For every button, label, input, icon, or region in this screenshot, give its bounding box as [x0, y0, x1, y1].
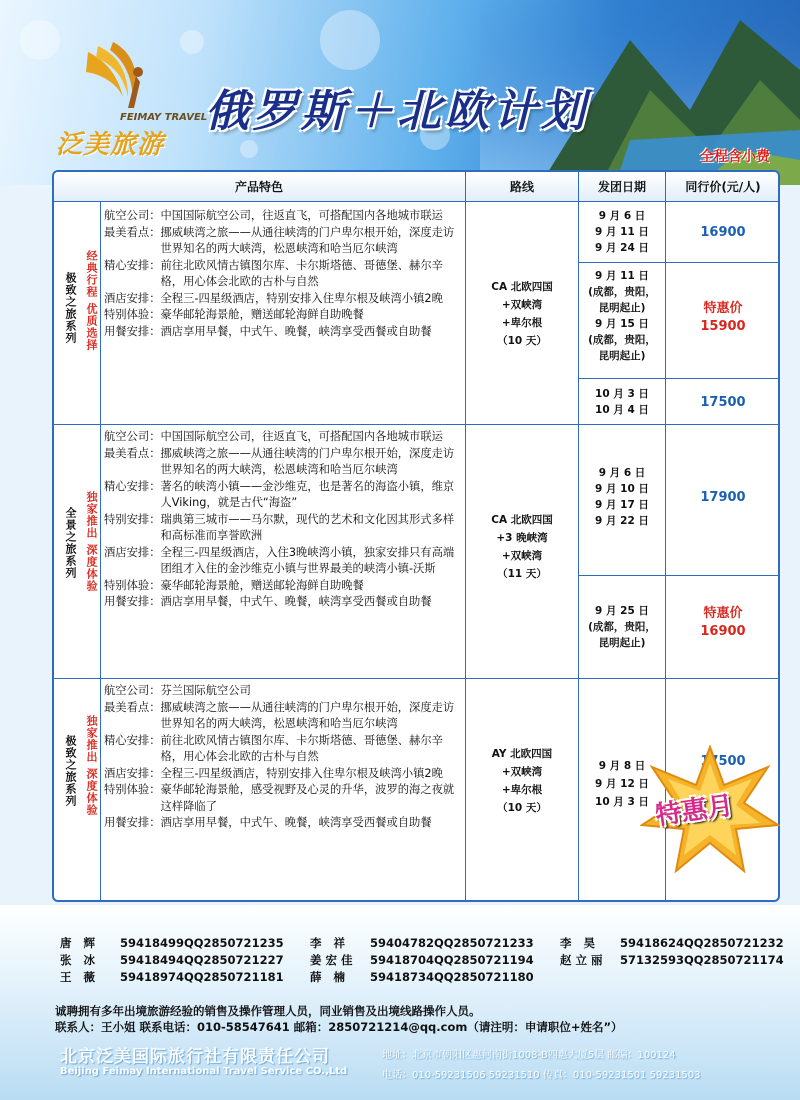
feature-item [104, 782, 464, 815]
feature-item [104, 594, 464, 611]
feature-label: 用餐安排： [104, 324, 161, 338]
logo-english-text: FEIMAY TRAVEL [120, 112, 208, 123]
date-line: 9 月 6 日 [598, 210, 646, 222]
feature-label: 航空公司： [104, 684, 161, 697]
departure-dates [579, 603, 665, 651]
recruitment-notice [55, 1003, 623, 1035]
contact-phone: 57132593 [620, 953, 685, 967]
feature-item [104, 479, 464, 512]
route-line: +双峡湾 [501, 550, 543, 562]
divider [100, 679, 101, 902]
recruitment-contact: 联系人：王小姐 联系电话：010-58547641 邮箱：2850721214@qq.com（请注明：申请职位+姓名”） [55, 1020, 623, 1034]
feature-list [104, 429, 464, 611]
feature-text: 豪华邮轮海景舱，赠送邮轮海鲜自助晚餐 [160, 578, 364, 592]
feature-item [104, 700, 464, 733]
date-line: 9 月 10 日 [595, 483, 649, 495]
feature-label: 酒店安排： [104, 545, 161, 559]
company-phone: 电话：010-59231506 59231510 传真：010-59231501 59231503 [382, 1070, 701, 1081]
date-line: (成都，贵阳， [588, 334, 656, 346]
feature-item [104, 307, 464, 324]
contact-phone: 59418494 [120, 953, 185, 967]
divider [579, 575, 780, 576]
bokeh-decoration [320, 10, 380, 70]
date-line: 9 月 8 日 [598, 760, 646, 772]
contact-phone: 59418499 [120, 936, 185, 950]
route-line: +卑尔根 [501, 784, 543, 796]
feature-item [104, 429, 464, 446]
series-tagline: 独家推出 深度体验 [85, 715, 98, 816]
route-line: +3 晚峡湾 [496, 532, 548, 544]
contact-phone: 59418974 [120, 970, 185, 984]
date-line: 昆明起止) [598, 637, 646, 649]
departure-dates [579, 386, 665, 418]
price [666, 605, 780, 641]
feature-label: 酒店安排： [104, 766, 161, 780]
contact-row [60, 952, 800, 969]
feature-label: 最美看点： [104, 225, 161, 239]
route-line: （10 天） [497, 335, 547, 347]
date-line: 10 月 3 日 [595, 796, 649, 808]
date-line: (成都，贵阳， [588, 286, 656, 298]
date-line: 10 月 4 日 [595, 404, 649, 416]
table-header [54, 172, 778, 202]
contact-qq: QQ2850721181 [184, 970, 284, 984]
price [666, 394, 780, 412]
feature-label: 最美看点： [104, 700, 161, 714]
company-name-cn: 北京泛美国际旅行社有限责任公司 [60, 1047, 330, 1067]
feature-text: 芬兰国际航空公司 [160, 684, 251, 697]
feature-text: 中国国际航空公司，往返直飞，可搭配国内各地城市联运 [160, 430, 443, 443]
company-name-en: Beijing Feimay International Travel Service CO.,Ltd [60, 1066, 348, 1077]
series-name: 极致之旅系列 [64, 272, 77, 344]
feature-text: 著名的峡湾小镇——金沙维克，也是著名的海盗小镇，维京人Viking，就是古代“海盗” [160, 479, 455, 509]
feature-label: 酒店安排： [104, 291, 161, 305]
feature-item [104, 766, 464, 783]
column-header-dates: 发团日期 [578, 172, 665, 202]
route-line: +双峡湾 [501, 299, 543, 311]
feimay-logo-icon [78, 42, 168, 112]
all-tips-included-tag: 全程含小费 [700, 149, 770, 165]
date-line: 9 月 24 日 [595, 242, 649, 254]
feature-item [104, 733, 464, 766]
price-value: 16900 [700, 225, 746, 240]
date-line: 9 月 15 日 [595, 318, 649, 330]
feature-label: 特别体验： [104, 783, 161, 796]
column-header-route: 路线 [465, 172, 578, 202]
price-value: 15900 [700, 319, 746, 334]
feature-text: 全程三-四星级酒店，特别安排入住卑尔根及峡湾小镇2晚 [160, 291, 443, 305]
route-line: （11 天） [497, 568, 547, 580]
feature-label: 精心安排： [104, 479, 161, 493]
contact-qq: QQ2850721235 [184, 936, 284, 950]
feature-text: 豪华邮轮海景舱，感受视野及心灵的升华，波罗的海之夜就这样降临了 [160, 783, 455, 813]
feature-label: 特别体验： [104, 308, 161, 321]
price [666, 300, 780, 336]
feature-label: 精心安排： [104, 733, 161, 747]
divider [579, 262, 780, 263]
feature-text: 豪华邮轮海景舱，赠送邮轮海鲜自助晚餐 [160, 308, 364, 321]
contact-phone: 59404782 [370, 936, 435, 950]
feature-text: 酒店享用早餐，中式午、晚餐，峡湾享受西餐或自助餐 [160, 816, 432, 829]
page-title: 俄罗斯＋北欧计划 [205, 86, 589, 137]
series-tagline: 独家推出 深度体验 [85, 491, 98, 592]
route-line: +卑尔根 [501, 317, 543, 329]
feature-text: 中国国际航空公司，往返直飞，可搭配国内各地城市联运 [160, 209, 443, 222]
contact-row [60, 935, 800, 952]
divider [100, 202, 101, 424]
promo-label: 特惠月 [653, 790, 736, 832]
date-line: 10 月 3 日 [595, 388, 649, 400]
date-line: 9 月 6 日 [598, 467, 646, 479]
feature-text: 酒店享用早餐，中式午、晚餐，峡湾享受西餐或自助餐 [160, 595, 432, 608]
feature-label: 精心安排： [104, 258, 161, 272]
contact-phone: 59418624 [620, 936, 685, 950]
column-header-price: 同行价(元/人) [665, 172, 780, 202]
route-line: AY 北欧四国 [491, 748, 553, 760]
route-line: （10 天） [497, 802, 547, 814]
route-info [466, 278, 578, 350]
date-line: (成都，贵阳， [588, 621, 656, 633]
bokeh-decoration [20, 20, 60, 60]
contact-qq: QQ2850721232 [684, 936, 784, 950]
contact-list [60, 935, 800, 986]
feature-label: 航空公司： [104, 209, 161, 222]
contact-name: 李 昊 [560, 936, 600, 950]
feature-list [104, 208, 464, 340]
departure-dates [579, 465, 665, 529]
divider [579, 378, 780, 379]
feature-label: 最美看点： [104, 446, 161, 460]
contact-phone: 59418704 [370, 953, 435, 967]
logo-chinese-text: 泛美旅游 [56, 130, 165, 160]
feature-label: 特别安排： [104, 512, 161, 526]
feature-item [104, 225, 464, 258]
price-value: 16900 [700, 624, 746, 639]
feature-item [104, 446, 464, 479]
series-name: 全景之旅系列 [64, 507, 77, 579]
contact-qq: QQ2850721194 [434, 953, 534, 967]
feature-label: 用餐安排： [104, 816, 161, 829]
date-line: 9 月 25 日 [595, 605, 649, 617]
feature-item [104, 545, 464, 578]
feature-text: 前往北欧风情古镇图尔库、卡尔斯塔德、哥德堡、赫尔辛格，用心体会北欧的古朴与自然 [160, 733, 443, 763]
contact-row [60, 969, 800, 986]
contact-name: 王 薇 [60, 970, 100, 984]
route-info [466, 745, 578, 817]
date-line: 昆明起止) [598, 302, 646, 314]
recruitment-text: 诚聘拥有多年出境旅游经验的销售及操作管理人员，同业销售及出境线路操作人员。 [55, 1004, 481, 1018]
series-name: 极致之旅系列 [64, 735, 77, 807]
contact-phone: 59418734 [370, 970, 435, 984]
tour-section [54, 425, 778, 679]
departure-dates [579, 208, 665, 256]
divider [100, 425, 101, 678]
contact-name: 张 冰 [60, 953, 100, 967]
feature-text: 挪威峡湾之旅——从通往峡湾的门户卑尔根开始，深度走访世界知名的两大峡湾，松恩峡湾和哈当厄尔峡湾 [160, 225, 455, 255]
special-price-label: 特惠价 [703, 301, 743, 316]
contact-name: 赵立丽 [560, 953, 607, 967]
departure-dates [579, 268, 665, 364]
price [666, 224, 780, 242]
feature-list [104, 683, 464, 832]
feature-item [104, 512, 464, 545]
date-line: 9 月 12 日 [595, 778, 649, 790]
special-price-label: 特惠价 [703, 606, 743, 621]
feature-text: 瑞典第三城市——马尔默，现代的艺术和文化因其形式多样和高标准而享誉欧洲 [160, 512, 455, 542]
contact-name: 姜宏佳 [310, 953, 357, 967]
feature-text: 挪威峡湾之旅——从通往峡湾的门户卑尔根开始，深度走访世界知名的两大峡湾，松恩峡湾和哈当厄尔峡湾 [160, 446, 455, 476]
feature-text: 挪威峡湾之旅——从通往峡湾的门户卑尔根开始，深度走访世界知名的两大峡湾，松恩峡湾和哈当厄尔峡湾 [160, 700, 455, 730]
feature-label: 特别体验： [104, 578, 161, 592]
feature-item [104, 324, 464, 341]
price [666, 489, 780, 507]
company-address: 地址：北京市朝阳区惠河南街1008-B四惠大厦5层 邮编：100124 [382, 1050, 676, 1061]
price-value: 17500 [700, 754, 746, 769]
feature-label: 用餐安排： [104, 595, 161, 608]
feature-text: 前往北欧风情古镇图尔库、卡尔斯塔德、哥德堡、赫尔辛格，用心体会北欧的古朴与自然 [160, 258, 443, 288]
contact-name: 李 祥 [310, 936, 350, 950]
date-line: 9 月 17 日 [595, 499, 649, 511]
route-line: CA 北欧四国 [491, 514, 553, 526]
feature-text: 全程三-四星级酒店，入住3晚峡湾小镇，独家安排只有高端团组才入住的金沙维克小镇与世界最美的峡湾小镇-沃斯 [160, 545, 455, 575]
contact-name: 唐 辉 [60, 936, 100, 950]
contact-qq: QQ2850721180 [434, 970, 534, 984]
feature-text: 酒店享用早餐，中式午、晚餐，峡湾享受西餐或自助餐 [160, 324, 432, 338]
feature-item [104, 815, 464, 832]
feature-item [104, 291, 464, 308]
route-line: +双峡湾 [501, 766, 543, 778]
price-value: 17500 [700, 395, 746, 410]
contact-qq: QQ2850721233 [434, 936, 534, 950]
tour-section [54, 202, 778, 425]
series-tagline: 经典行程 优质选择 [85, 250, 98, 351]
feature-item [104, 258, 464, 291]
contact-qq: QQ2850721174 [684, 953, 784, 967]
date-line: 9 月 11 日 [595, 226, 649, 238]
date-line: 昆明起止) [598, 350, 646, 362]
bokeh-decoration [180, 30, 204, 54]
price-value: 17900 [700, 490, 746, 505]
feature-item [104, 208, 464, 225]
date-line: 9 月 11 日 [595, 270, 649, 282]
route-line: CA 北欧四国 [491, 281, 553, 293]
feature-label: 航空公司： [104, 430, 161, 443]
header-banner [0, 0, 800, 185]
contact-qq: QQ2850721227 [184, 953, 284, 967]
feature-item [104, 578, 464, 595]
date-line: 9 月 22 日 [595, 515, 649, 527]
route-info [466, 511, 578, 583]
contact-name: 薛 楠 [310, 970, 350, 984]
feature-text: 全程三-四星级酒店，特别安排入住卑尔根及峡湾小镇2晚 [160, 766, 443, 780]
bokeh-decoration [240, 140, 258, 158]
feature-item [104, 683, 464, 700]
column-header-features: 产品特色 [234, 180, 283, 194]
